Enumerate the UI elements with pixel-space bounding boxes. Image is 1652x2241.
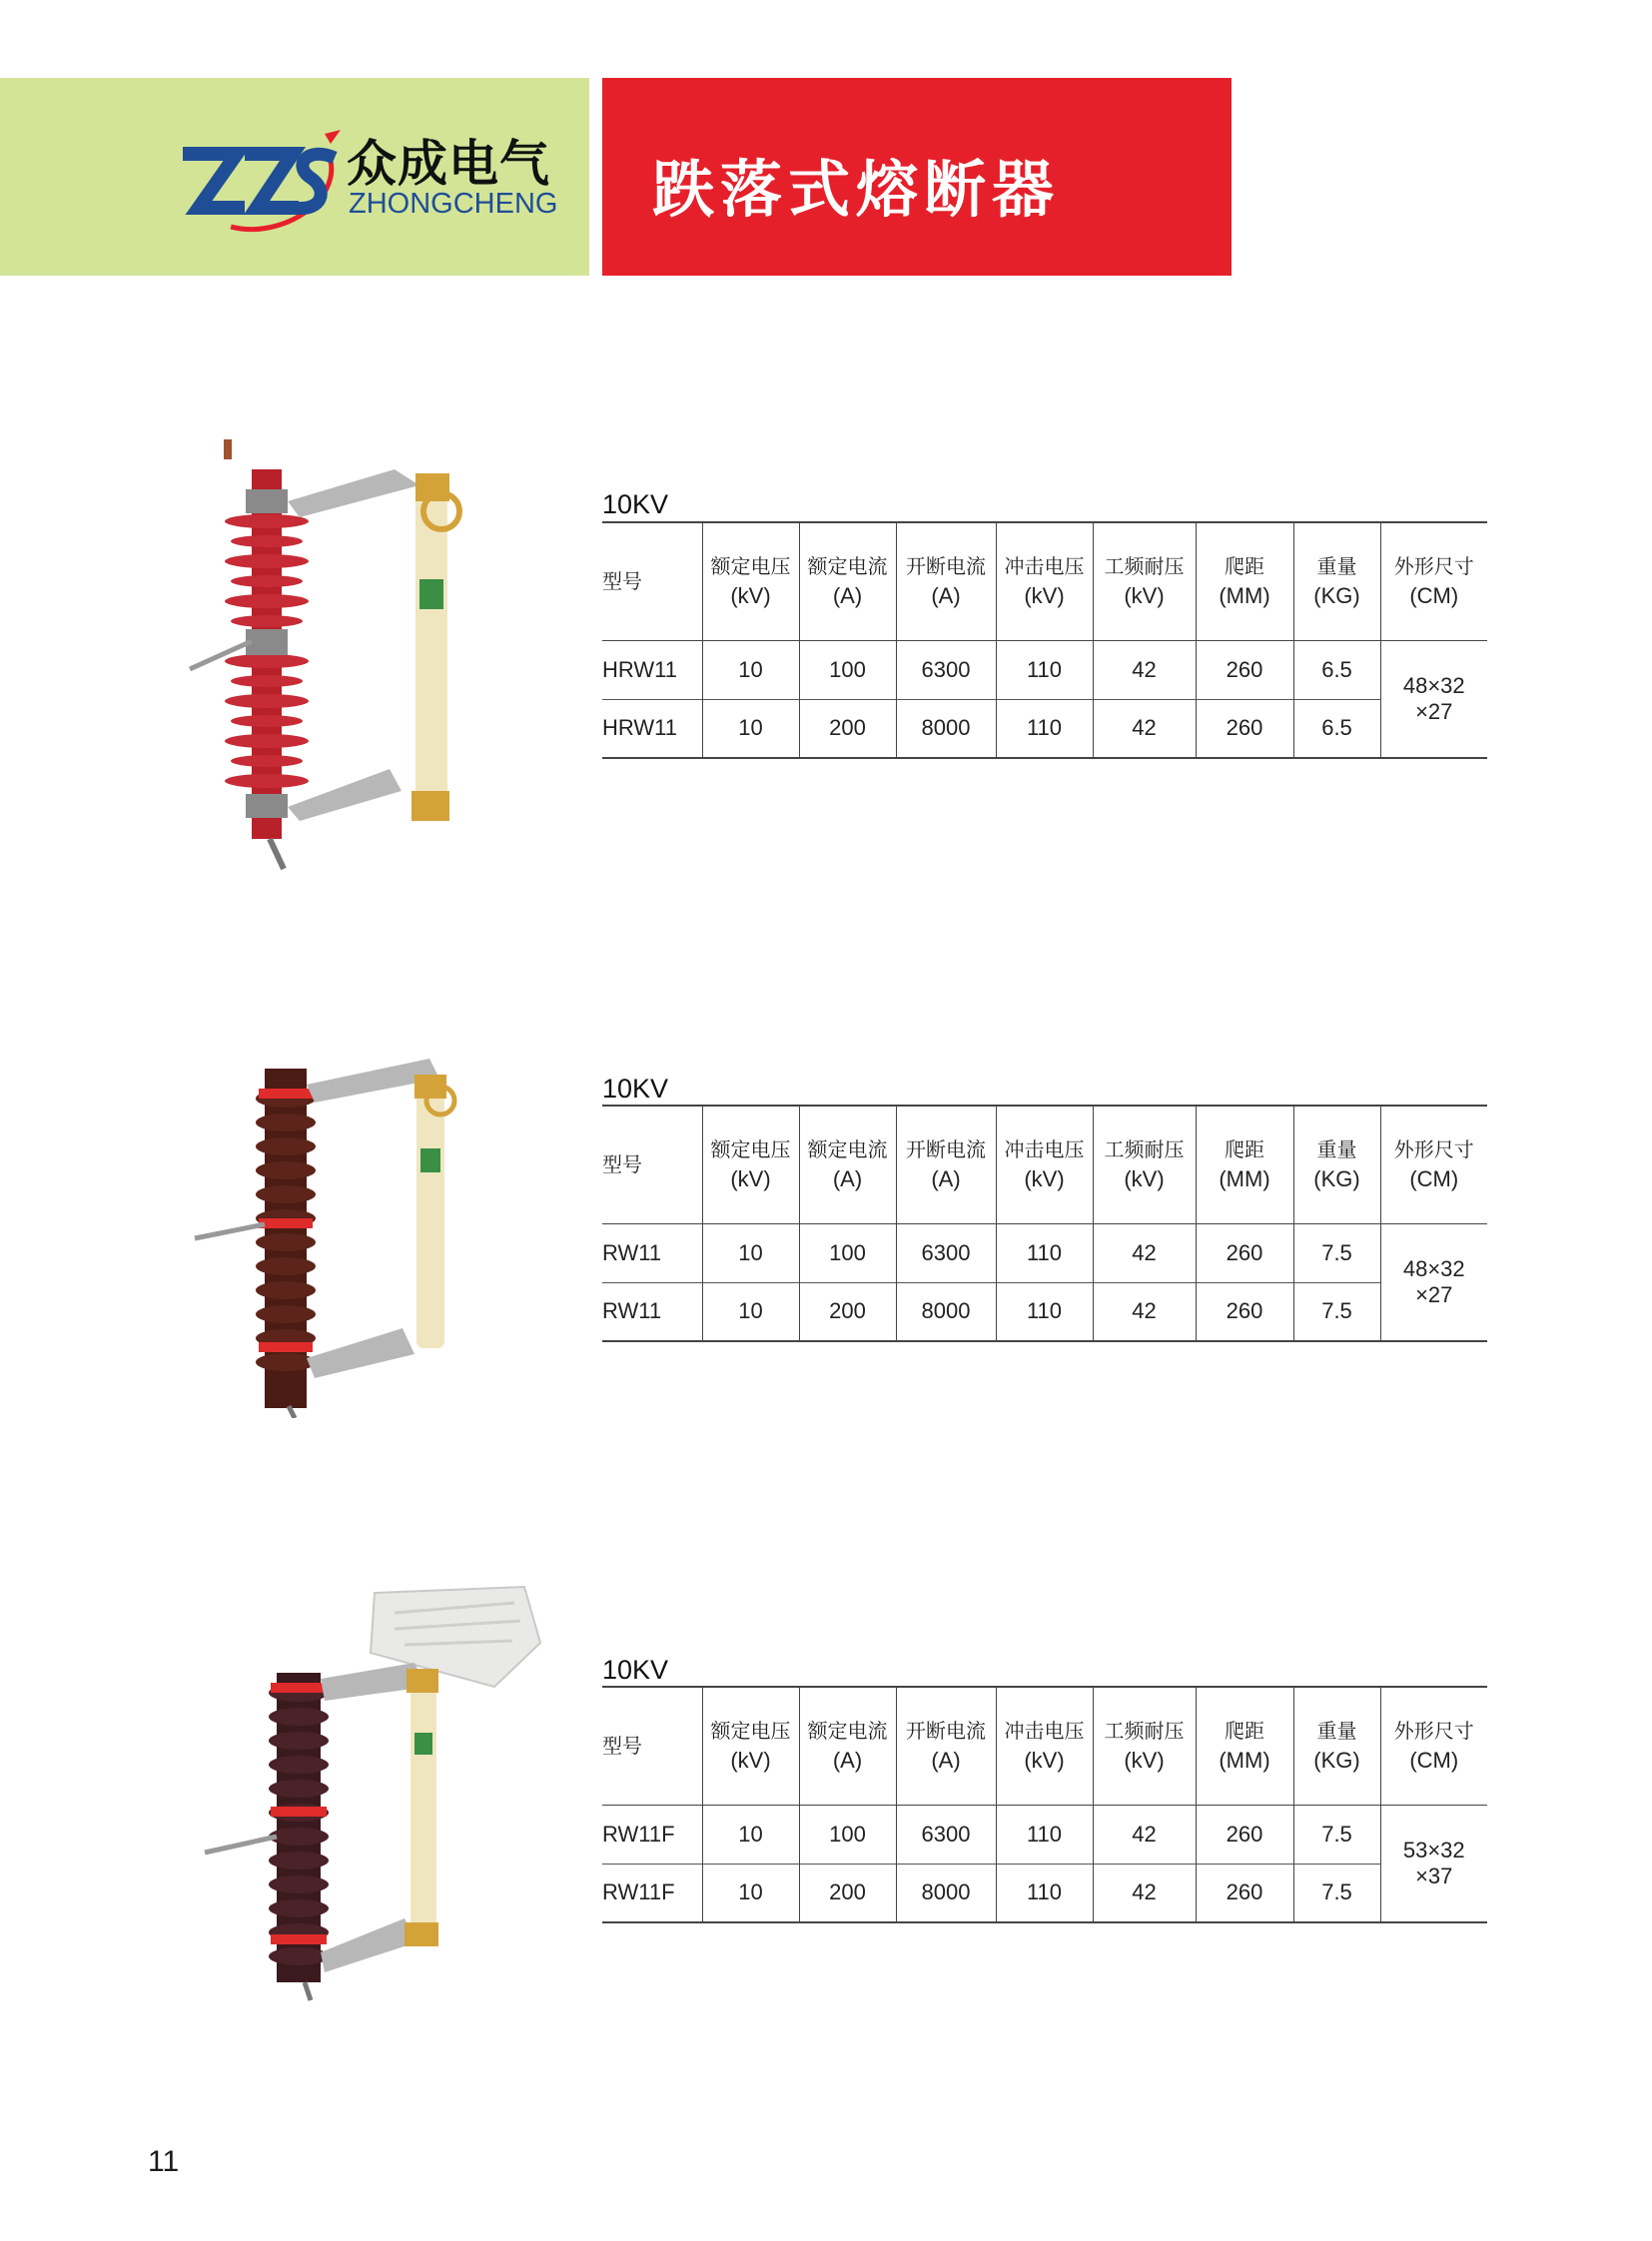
- header-impulse-voltage: 冲击电压 (kV): [996, 522, 1093, 640]
- cell-impulse-voltage: 110: [996, 1805, 1093, 1864]
- header-impulse-voltage: 冲击电压 (kV): [996, 1687, 1093, 1805]
- cell-rated-current: 100: [799, 640, 896, 699]
- cell-breaking-current: 6300: [896, 1223, 996, 1282]
- cell-rated-current: 200: [799, 1282, 896, 1341]
- table-row: [602, 699, 1487, 758]
- voltage-label: 10KV: [602, 1074, 669, 1104]
- cell-creepage: 260: [1196, 1805, 1293, 1864]
- cell-model: HRW11: [602, 656, 677, 682]
- title-banner: [602, 78, 1232, 276]
- cell-rated-current: 100: [799, 1223, 896, 1282]
- header-rated-current: 额定电流 (A): [799, 1106, 896, 1223]
- header-breaking-current: 开断电流 (A): [896, 522, 996, 640]
- header-breaking-current: 开断电流 (A): [896, 1687, 996, 1805]
- cell-rated-voltage: 10: [702, 1223, 799, 1282]
- cell-power-freq: 42: [1093, 640, 1196, 699]
- header-power-freq: 工频耐压 (kV): [1093, 1106, 1196, 1223]
- header-creepage: 爬距 (MM): [1196, 1106, 1293, 1223]
- header-weight: 重量 (KG): [1293, 522, 1380, 640]
- cell-weight: 6.5: [1293, 640, 1380, 699]
- cell-creepage: 260: [1196, 699, 1293, 758]
- cell-breaking-current: 6300: [896, 1805, 996, 1864]
- header-creepage: 爬距 (MM): [1196, 522, 1293, 640]
- cell-impulse-voltage: 110: [996, 640, 1093, 699]
- cell-model: RW11F: [602, 1821, 675, 1847]
- table-header-row: [602, 1106, 1487, 1223]
- header-weight: 重量 (KG): [1293, 1106, 1380, 1223]
- cell-rated-voltage: 10: [702, 699, 799, 758]
- header-power-freq: 工频耐压 (kV): [1093, 1687, 1196, 1805]
- cell-rated-current: 200: [799, 1864, 896, 1922]
- cell-power-freq: 42: [1093, 1805, 1196, 1864]
- cell-creepage: 260: [1196, 640, 1293, 699]
- table-header-row: [602, 1687, 1487, 1805]
- cell-impulse-voltage: 110: [996, 1864, 1093, 1922]
- cell-breaking-current: 8000: [896, 1864, 996, 1922]
- cell-dimensions: 48×32 ×27: [1380, 1223, 1487, 1341]
- spec-table: [602, 521, 1487, 759]
- cell-breaking-current: 8000: [896, 1282, 996, 1341]
- cell-power-freq: 42: [1093, 1282, 1196, 1341]
- company-name-cn: 众成电气: [347, 135, 550, 193]
- spec-table: [602, 1105, 1487, 1342]
- header-creepage: 爬距 (MM): [1196, 1687, 1293, 1805]
- header-rated-voltage: 额定电压 (kV): [702, 1106, 799, 1223]
- cell-creepage: 260: [1196, 1864, 1293, 1922]
- header-rated-current: 额定电流 (A): [799, 1687, 896, 1805]
- cell-breaking-current: 6300: [896, 640, 996, 699]
- table-row: [602, 1864, 1487, 1922]
- cell-dimensions: 48×32 ×27: [1380, 640, 1487, 758]
- cell-power-freq: 42: [1093, 1223, 1196, 1282]
- page-number: 11: [148, 2145, 180, 2178]
- table-row: [602, 1282, 1487, 1341]
- cell-rated-voltage: 10: [702, 1282, 799, 1341]
- cell-rated-current: 200: [799, 699, 896, 758]
- voltage-label: 10KV: [602, 1655, 669, 1685]
- spec-table: [602, 1686, 1487, 1923]
- header-breaking-current: 开断电流 (A): [896, 1106, 996, 1223]
- product-image-hrw11: [180, 429, 509, 879]
- company-name-en: ZHONGCHENG: [349, 188, 558, 220]
- product-image-rw11f: [195, 1583, 544, 2012]
- cell-power-freq: 42: [1093, 1864, 1196, 1922]
- cell-impulse-voltage: 110: [996, 699, 1093, 758]
- cell-impulse-voltage: 110: [996, 1223, 1093, 1282]
- header-model: 型号: [602, 569, 642, 594]
- cell-model: RW11F: [602, 1879, 675, 1905]
- cell-weight: 7.5: [1293, 1223, 1380, 1282]
- cell-model: RW11: [602, 1298, 662, 1324]
- header-power-freq: 工频耐压 (kV): [1093, 522, 1196, 640]
- company-logo: [175, 116, 574, 246]
- header-rated-voltage: 额定电压 (kV): [702, 1687, 799, 1805]
- table-row: [602, 1223, 1487, 1282]
- cell-breaking-current: 8000: [896, 699, 996, 758]
- table-header-row: [602, 522, 1487, 640]
- product-image-rw11: [185, 1039, 494, 1418]
- cell-creepage: 260: [1196, 1223, 1293, 1282]
- cell-creepage: 260: [1196, 1282, 1293, 1341]
- cell-rated-voltage: 10: [702, 1864, 799, 1922]
- cell-weight: 7.5: [1293, 1805, 1380, 1864]
- cell-rated-voltage: 10: [702, 640, 799, 699]
- table-row: [602, 640, 1487, 699]
- cell-weight: 7.5: [1293, 1864, 1380, 1922]
- header-model: 型号: [602, 1152, 642, 1177]
- cell-rated-voltage: 10: [702, 1805, 799, 1864]
- cell-model: HRW11: [602, 715, 677, 741]
- cell-impulse-voltage: 110: [996, 1282, 1093, 1341]
- voltage-label: 10KV: [602, 489, 669, 519]
- header-impulse-voltage: 冲击电压 (kV): [996, 1106, 1093, 1223]
- cell-model: RW11: [602, 1239, 662, 1265]
- header-dimensions: 外形尺寸 (CM): [1380, 1106, 1487, 1223]
- header-weight: 重量 (KG): [1293, 1687, 1380, 1805]
- brand-header: [0, 78, 589, 276]
- header-model: 型号: [602, 1734, 642, 1759]
- header-dimensions: 外形尺寸 (CM): [1380, 522, 1487, 640]
- cell-rated-current: 100: [799, 1805, 896, 1864]
- page-title: 跌落式熔断器: [652, 153, 1061, 226]
- cell-weight: 7.5: [1293, 1282, 1380, 1341]
- header-rated-voltage: 额定电压 (kV): [702, 522, 799, 640]
- cell-weight: 6.5: [1293, 699, 1380, 758]
- header-rated-current: 额定电流 (A): [799, 522, 896, 640]
- cell-power-freq: 42: [1093, 699, 1196, 758]
- header-dimensions: 外形尺寸 (CM): [1380, 1687, 1487, 1805]
- table-row: [602, 1805, 1487, 1864]
- cell-dimensions: 53×32 ×37: [1380, 1805, 1487, 1922]
- zzc-logo-icon: [175, 116, 345, 246]
